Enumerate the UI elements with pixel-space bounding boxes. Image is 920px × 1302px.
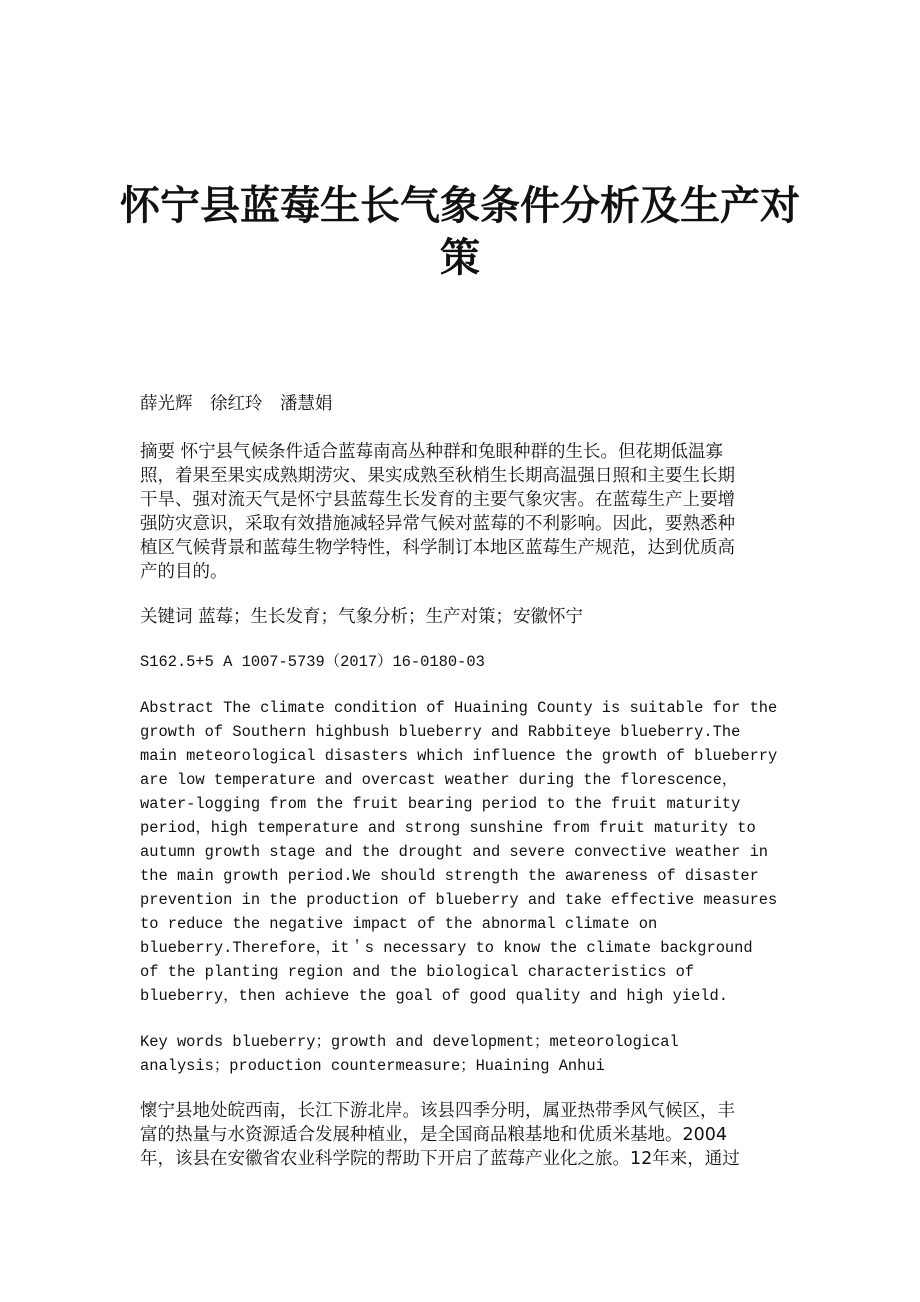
abstract-cn-line: 产的目的。 <box>140 562 228 582</box>
abstract-en-line: growth of Southern highbush blueberry and Rabbiteye blueberry.The <box>140 723 741 741</box>
body-line: 年，该县在安徽省农业科学院的帮助下开启了蓝莓产业化之旅。12年来，通过 <box>140 1149 740 1169</box>
abstract-en <box>140 696 800 1008</box>
abstract-en-line: Abstract The climate condition of Huaining County is suitable for the <box>140 699 778 717</box>
classification <box>140 650 800 674</box>
keywords-cn <box>140 605 800 629</box>
abstract-cn-line: 干旱、强对流天气是怀宁县蓝莓生长发育的主要气象灾害。在蓝莓生产上要增 <box>140 490 735 510</box>
abstract-en-line: are low temperature and overcast weather during the florescence， <box>140 771 738 789</box>
abstract-en-line: the main growth period.We should strength the awareness of disaster <box>140 867 759 885</box>
abstract-en-line: water-logging from the fruit bearing period to the fruit maturity <box>140 795 741 813</box>
keywords-cn-text: 关键词 蓝莓；生长发育；气象分析；生产对策；安徽怀宁 <box>140 607 584 627</box>
keywords-en-line: Key words blueberry；growth and development；meteorological <box>140 1033 679 1051</box>
abstract-cn-line: 植区气候背景和蓝莓生物学特性，科学制订本地区蓝莓生产规范，达到优质高 <box>140 538 735 558</box>
keywords-en <box>140 1030 800 1078</box>
abstract-cn-line: 强防灾意识，采取有效措施减轻异常气候对蓝莓的不利影响。因此，要熟悉种 <box>140 514 735 534</box>
abstract-en-line: blueberry，then achieve the goal of good quality and high yield. <box>140 987 729 1005</box>
document-title <box>60 180 860 284</box>
abstract-en-line: main meteorological disasters which influence the growth of blueberry <box>140 747 778 765</box>
abstract-en-line: prevention in the production of blueberry and take effective measures <box>140 891 778 909</box>
abstract-en-line: of the planting region and the biological characteristics of <box>140 963 695 981</box>
abstract-en-line: autumn growth stage and the drought and severe convective weather in <box>140 843 769 861</box>
body-line: 富的热量与水资源适合发展种植业，是全国商品粮基地和优质米基地。2004 <box>140 1125 728 1145</box>
keywords-en-line: analysis；production countermeasure；Huaining Anhui <box>140 1057 605 1075</box>
body-paragraph <box>140 1099 800 1171</box>
abstract-en-line: period，high temperature and strong sunshine from fruit maturity to <box>140 819 756 837</box>
abstract-en-line: blueberry.Therefore，it＇s necessary to know the climate background <box>140 939 753 957</box>
author-names: 薛光辉 徐红玲 潘慧娟 <box>140 394 333 414</box>
classification-text: S162.5+5 A 1007-5739（2017）16-0180-03 <box>140 653 485 671</box>
authors <box>140 392 800 416</box>
title-line: 怀宁县蓝莓生长气象条件分析及生产对 <box>120 182 800 229</box>
abstract-cn-line: 照，着果至果实成熟期涝灾、果实成熟至秋梢生长期高温强日照和主要生长期 <box>140 466 735 486</box>
abstract-cn <box>140 440 800 584</box>
abstract-cn-line: 摘要 怀宁县气候条件适合蓝莓南高丛种群和兔眼种群的生长。但花期低温寡 <box>140 442 724 462</box>
body-line: 懷宁县地处皖西南，长江下游北岸。该县四季分明，属亚热带季风气候区，丰 <box>140 1101 735 1121</box>
abstract-en-line: to reduce the negative impact of the abnormal climate on <box>140 915 658 933</box>
title-line: 策 <box>440 234 480 281</box>
